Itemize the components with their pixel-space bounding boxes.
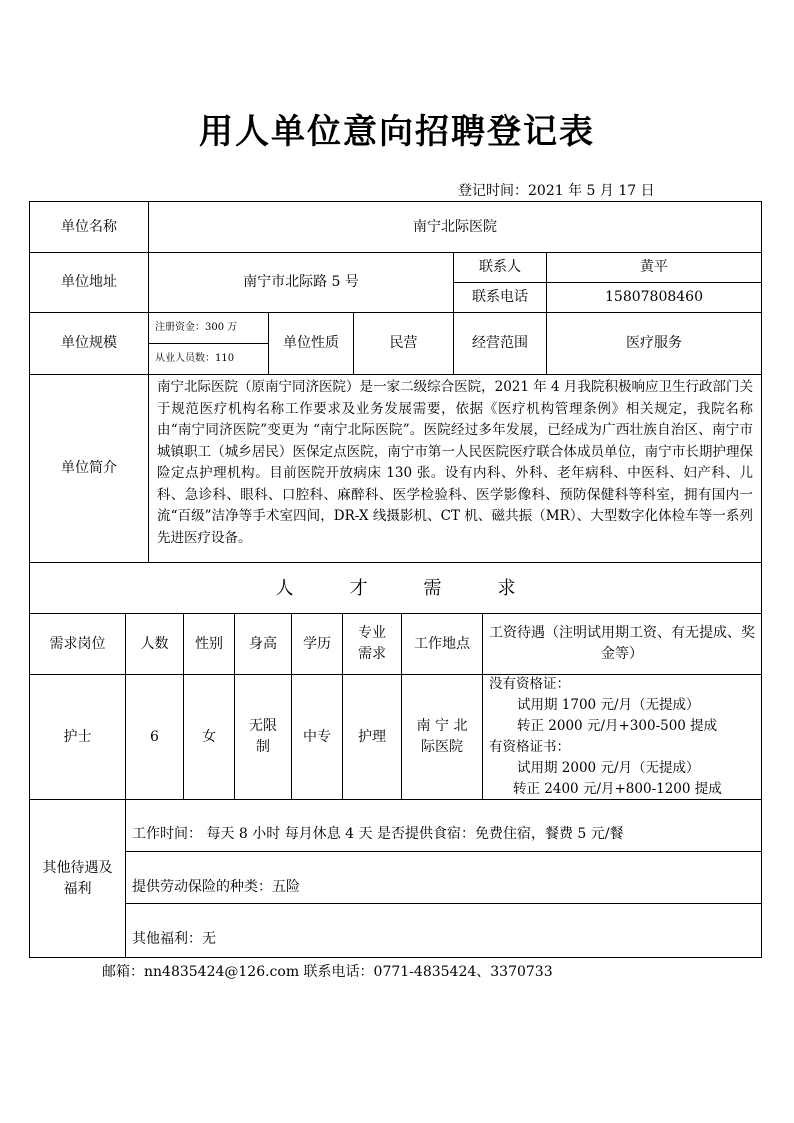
contact-phone-label: 联系电话 xyxy=(453,282,547,313)
contact-person-label: 联系人 xyxy=(453,252,547,283)
header-height: 身高 xyxy=(234,613,292,675)
row-height: 无限制 xyxy=(234,674,292,800)
talent-demand-title: 人 才 需 求 xyxy=(29,562,762,614)
row-education: 中专 xyxy=(291,674,343,800)
header-post: 需求岗位 xyxy=(29,613,126,675)
row-count: 6 xyxy=(125,674,184,800)
unit-name-value: 南宁北际医院 xyxy=(148,201,762,253)
page-title: 用人单位意向招聘登记表 xyxy=(199,112,595,152)
row-location: 南 宁 北际医院 xyxy=(401,674,483,800)
benefits-label: 其他待遇及福利 xyxy=(29,799,126,958)
unit-nature-value: 民营 xyxy=(353,312,454,375)
benefits-work-time: 工作时间： 每天 8 小时 每月休息 4 天 是否提供食宿：免费住宿，餐费 5 元/餐 xyxy=(125,799,762,852)
business-scope-label: 经营范围 xyxy=(453,312,547,375)
contact-person-value: 黄平 xyxy=(546,252,762,283)
registered-capital: 注册资金：300 万 xyxy=(148,312,269,344)
registration-date: 登记时间：2021 年 5 月 17 日 xyxy=(458,183,655,199)
row-wage: 没有资格证： 试用期 1700 元/月（无提成） 转正 2000 元/月+300-500 提成 有资格证书： 试用期 2000 元/月（无提成） 转正 2400 元/月+800-1200 提成 xyxy=(482,674,762,800)
contact-phone-value: 15807808460 xyxy=(546,282,762,313)
unit-nature-label: 单位性质 xyxy=(268,312,354,375)
header-major: 专业需求 xyxy=(342,613,402,675)
business-scope-value: 医疗服务 xyxy=(546,312,762,375)
header-location: 工作地点 xyxy=(401,613,483,675)
header-education: 学历 xyxy=(291,613,343,675)
staff-count: 从业人员数：110 xyxy=(148,343,269,375)
row-post: 护士 xyxy=(29,674,126,800)
unit-address-label: 单位地址 xyxy=(29,252,149,313)
row-major: 护理 xyxy=(342,674,402,800)
benefits-insurance: 提供劳动保险的种类：五险 xyxy=(125,851,762,904)
unit-address-value: 南宁市北际路 5 号 xyxy=(148,252,454,313)
unit-intro-label: 单位简介 xyxy=(29,374,149,563)
header-gender: 性别 xyxy=(183,613,235,675)
unit-name-label: 单位名称 xyxy=(29,201,149,253)
header-count: 人数 xyxy=(125,613,184,675)
row-gender: 女 xyxy=(183,674,235,800)
unit-intro-text: 南宁北际医院（原南宁同济医院）是一家二级综合医院，2021 年 4 月我院积极响应卫生行政部门关于规范医疗机构名称工作要求及业务发展需要，依据《医疗机构管理条例》相关规定，我院名称由“南宁同济医院”变更为 “南宁北际医院”。医院经过多年发展，已经成为广西壮族自治区、南宁市城镇职工（城乡居民）医保定点医院，南宁市第一人民医院医疗联合体成员单位，南宁市长期护理保险定点护理机构。目前医院开放病床 130 张。设有内科、外科、老年病科、中医科、妇产科、儿科、急诊科、眼科、口腔科、麻醉科、医学检验科、医学影像科、预防保健科等科室，拥有国内一流“百级”洁净等手术室四间，DR-X 线摄影机、CT 机、磁共振（MR）、大型数字化体检车等一系列先进医疗设备。 xyxy=(148,374,762,563)
benefits-other: 其他福利：无 xyxy=(125,903,762,958)
footer-contact: 邮箱：nn4835424@126.com 联系电话：0771-4835424、3370733 xyxy=(102,964,553,980)
unit-scale-label: 单位规模 xyxy=(29,312,149,375)
header-wage: 工资待遇（注明试用期工资、有无提成、奖金等） xyxy=(482,613,762,675)
